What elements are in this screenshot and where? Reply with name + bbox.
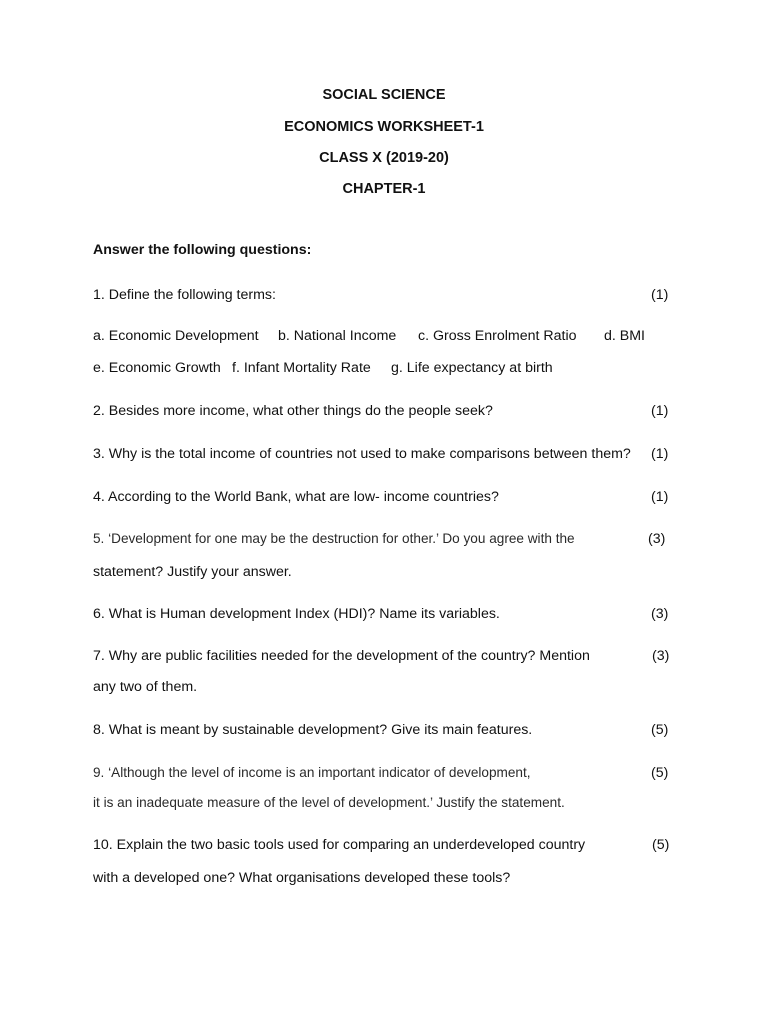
worksheet-title: ECONOMICS WORKSHEET-1 bbox=[284, 119, 484, 135]
question-8-text: 8. What is meant by sustainable development? Give its main features. bbox=[93, 722, 533, 738]
question-10-text-continued: with a developed one? What organisations developed these tools? bbox=[93, 870, 511, 886]
question-3-marks: (1) bbox=[651, 446, 669, 462]
question-7-marks: (3) bbox=[652, 648, 670, 664]
question-6-marks: (3) bbox=[651, 606, 669, 622]
question-10-marks: (5) bbox=[652, 837, 670, 853]
question-3-text: 3. Why is the total income of countries not used to make comparisons between them? bbox=[93, 446, 631, 462]
term-a: a. Economic Development bbox=[93, 328, 259, 344]
question-2-marks: (1) bbox=[651, 403, 669, 419]
question-5-text-continued: statement? Justify your answer. bbox=[93, 564, 292, 580]
question-4-text: 4. According to the World Bank, what are low- income countries? bbox=[93, 489, 499, 505]
question-9-marks: (5) bbox=[651, 765, 669, 781]
term-d: d. BMI bbox=[604, 328, 645, 344]
class-title: CLASS X (2019-20) bbox=[319, 150, 449, 166]
question-9-text: 9. ‘Although the level of income is an important indicator of development, bbox=[93, 765, 531, 780]
term-b: b. National Income bbox=[278, 328, 397, 344]
question-8-marks: (5) bbox=[651, 722, 669, 738]
question-1-marks: (1) bbox=[651, 287, 669, 303]
term-f: f. Infant Mortality Rate bbox=[232, 360, 371, 376]
instruction-text: Answer the following questions: bbox=[93, 242, 312, 258]
question-7-text-continued: any two of them. bbox=[93, 679, 198, 695]
chapter-title: CHAPTER-1 bbox=[342, 181, 426, 197]
subject-title: SOCIAL SCIENCE bbox=[322, 87, 446, 103]
term-e: e. Economic Growth bbox=[93, 360, 221, 376]
question-7-text: 7. Why are public facilities needed for the development of the country? Mention bbox=[93, 648, 590, 664]
term-c: c. Gross Enrolment Ratio bbox=[418, 328, 577, 344]
term-g: g. Life expectancy at birth bbox=[391, 360, 553, 376]
question-10-text: 10. Explain the two basic tools used for comparing an underdeveloped country bbox=[93, 837, 586, 853]
question-6-text: 6. What is Human development Index (HDI)? Name its variables. bbox=[93, 606, 500, 622]
question-5-text: 5. ‘Development for one may be the destruction for other.’ Do you agree with the bbox=[93, 531, 575, 546]
question-4-marks: (1) bbox=[651, 489, 669, 505]
question-9-text-continued: it is an inadequate measure of the level of development.’ Justify the statement. bbox=[93, 795, 565, 810]
question-2-text: 2. Besides more income, what other things do the people seek? bbox=[93, 403, 493, 419]
question-1-text: 1. Define the following terms: bbox=[93, 287, 276, 303]
question-5-marks: (3) bbox=[648, 531, 666, 547]
